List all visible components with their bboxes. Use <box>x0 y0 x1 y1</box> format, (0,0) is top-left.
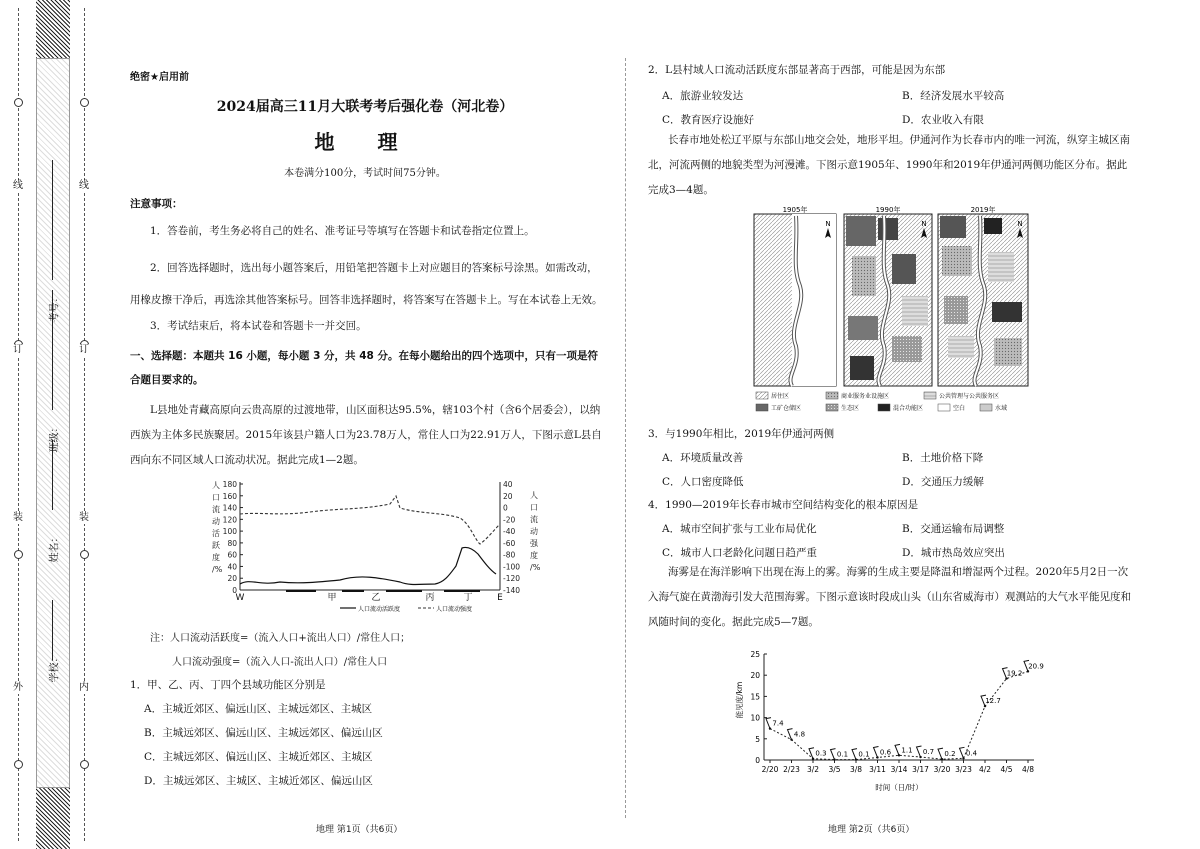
visibility-value-label: 19.2 <box>1006 669 1023 678</box>
industrial-block <box>878 218 898 240</box>
binding-circle <box>14 550 23 559</box>
population-flow-chart <box>200 474 560 614</box>
legend-swatch-public <box>924 392 936 399</box>
x-tick-label: 4/8 <box>1021 765 1035 774</box>
visibility-value-label: 20.9 <box>1028 662 1044 671</box>
question-2-option-d[interactable]: D．农业收入有限 <box>902 114 984 126</box>
legend-swatch-blank <box>938 404 950 411</box>
subject-title: 地 理 <box>314 130 416 154</box>
right-tick-label: 40 <box>503 480 513 489</box>
legend-label: 生态区 <box>841 405 860 412</box>
wind-barb <box>874 746 879 757</box>
class-field-label: 班级： <box>49 422 61 453</box>
x-label: 丁 <box>463 593 473 603</box>
left-axis-label-char: 动 <box>212 517 220 526</box>
wind-barb <box>809 748 814 759</box>
right-tick-label: -40 <box>503 527 516 537</box>
ecology-block <box>944 296 968 324</box>
exam-no-field-label: 考号： <box>49 292 61 323</box>
column-divider <box>625 58 626 818</box>
x-tick-label: 2/20 <box>761 765 779 774</box>
left-tick-label: 0 <box>232 586 237 595</box>
right-axis-label-char: 度 <box>530 551 538 560</box>
question-1-option-b[interactable]: B．主城远郊区、偏远山区、主城远郊区、偏远山区 <box>144 727 383 739</box>
legend-label: 工矿仓储区 <box>771 405 802 412</box>
question-3-option-b[interactable]: B．土地价格下降 <box>902 452 984 464</box>
question-3-stem: 3．与1990年相比，2019年伊通河两侧 <box>648 428 835 440</box>
visibility-value-label: 0.2 <box>944 750 956 759</box>
binding-margin <box>0 0 100 849</box>
wind-barb <box>831 749 836 760</box>
wind-barb <box>852 749 857 760</box>
binding-word-inner: 装 <box>79 512 89 523</box>
legend-label: 商业服务业设施区 <box>841 393 890 400</box>
school-field-line <box>52 600 53 660</box>
left-axis-label-char: 度 <box>212 553 220 562</box>
binding-word-outer: 装 <box>13 512 23 523</box>
legend-swatch-mixed <box>878 404 890 411</box>
visibility-value-label: 0.3 <box>815 749 827 758</box>
left-axis-label-char: 流 <box>212 505 220 514</box>
binding-word-inner: 订 <box>79 344 89 355</box>
binding-word-inner: 内 <box>79 682 89 693</box>
binding-circle <box>14 760 23 769</box>
x-tick-label: 3/23 <box>955 765 972 774</box>
chart-note-1: 注：人口流动活跃度=（流入人口+流出人口）/常住人口； <box>150 633 411 644</box>
right-tick-label: 0 <box>503 503 508 513</box>
binding-hatch-top <box>36 0 70 58</box>
exam-no-field-line <box>52 160 53 280</box>
x-label: W <box>235 593 245 603</box>
public-block <box>948 336 974 358</box>
name-field-label: 姓名： <box>49 532 61 563</box>
x-tick-label: 3/8 <box>849 765 863 774</box>
question-1-option-c[interactable]: C．主城远郊区、偏远山区、主城近郊区、主城区 <box>144 751 373 763</box>
flow-activity-series <box>240 547 496 584</box>
legend-activity-label: 人口流动活跃度 <box>358 606 401 613</box>
right-tick-label: -140 <box>503 586 521 595</box>
x-tick-label: 2/23 <box>783 765 800 774</box>
notice-item-2: 2．回答选择题时，选出每小题答案后，用铅笔把答题卡上对应题目的答案标号涂黑。如需改动，用橡皮擦干净后，再选涂其他答案标号。回答非选择题时，将答案写在答题卡上。写在本试卷上无效。 <box>130 262 603 306</box>
industrial-block <box>892 254 916 284</box>
map-2019 <box>938 206 1028 386</box>
map-1905 <box>754 206 836 386</box>
flow-intensity-series <box>240 496 500 544</box>
commercial-block <box>852 256 876 296</box>
x-tick-label: 3/20 <box>933 765 951 774</box>
left-axis-label-char: 活 <box>212 529 220 538</box>
page-footer-right: 地理 第2页（共6页） <box>828 825 915 835</box>
binding-word-outer: 外 <box>13 682 23 693</box>
left-tick-label: 180 <box>222 480 237 489</box>
notice-item-3: 3．考试结束后，将本试卷和答题卡一并交回。 <box>150 320 367 332</box>
question-2-option-c[interactable]: C．教育医疗设施好 <box>662 114 755 126</box>
y-axis-label: 能见度/km <box>735 681 744 719</box>
y-tick-label: 15 <box>750 692 760 702</box>
legend-label: 空白 <box>953 405 966 412</box>
zone-bar <box>342 590 364 592</box>
y-tick-label: 20 <box>750 671 760 681</box>
ecology-block <box>892 336 922 362</box>
right-column <box>640 0 1140 849</box>
x-tick-label: 3/5 <box>828 765 841 774</box>
left-axis-label-char: 口 <box>212 493 220 502</box>
passage-2: 长春市地处松辽平原与东部山地交会处，地形平坦。伊通河作为长春市内的唯一河流，纵穿主城区南北，河流两侧的地貌类型为河漫滩。下图示意1905年、1990年和2019年伊通河两侧功能区分布。据此完成3—4题。 <box>648 134 1130 196</box>
binding-dash-line-inner <box>84 8 85 841</box>
chart-note-2: 人口流动强度=（流入人口-流出人口）/常住人口 <box>172 657 388 668</box>
legend-intensity-label: 人口流动强度 <box>436 606 473 613</box>
left-tick-label: 140 <box>222 503 237 513</box>
left-tick-label: 60 <box>227 550 237 560</box>
left-tick-label: 100 <box>222 527 237 537</box>
zone-bar <box>286 590 316 592</box>
x-label: 乙 <box>371 593 381 603</box>
question-3-option-d[interactable]: D．交通压力缓解 <box>902 476 984 488</box>
zone-bar <box>444 590 480 592</box>
binding-word-inner: 线 <box>79 180 89 191</box>
score-info: 本卷满分100分，考试时间75分钟。 <box>284 168 446 179</box>
x-tick-label: 4/2 <box>978 765 992 774</box>
x-tick-label: 4/5 <box>1000 765 1013 774</box>
exam-title: 2024届高三11月大联考考后强化卷（河北卷） <box>216 99 514 115</box>
question-2-option-a[interactable]: A．旅游业较发达 <box>662 90 744 102</box>
section-heading: 一、选择题：本题共 16 小题，每小题 3 分，共 48 分。在每小题给出的四个选项中，只有一项是符合题目要求的。 <box>130 350 598 386</box>
visibility-value-label: 4.8 <box>793 730 806 739</box>
right-tick-label: -60 <box>503 538 516 548</box>
x-tick-label: 3/11 <box>869 765 886 774</box>
left-axis-label-char: 人 <box>212 481 220 490</box>
commercial-block <box>994 338 1022 366</box>
legend-label: 公共管理与公共服务区 <box>939 393 1000 400</box>
wind-barb <box>895 744 900 755</box>
right-axis-label-char: 口 <box>530 503 538 512</box>
right-axis-label-char: 流 <box>530 515 538 524</box>
y-tick-label: 5 <box>755 734 760 744</box>
industrial-block <box>848 316 878 340</box>
right-tick-label: -120 <box>503 574 521 584</box>
visibility-chart <box>720 640 1050 795</box>
left-tick-label: 20 <box>227 574 237 584</box>
right-axis-label-char: /% <box>530 563 541 572</box>
left-axis-label-char: 跃 <box>212 541 220 550</box>
question-3-option-c[interactable]: C．人口密度降低 <box>662 476 744 488</box>
x-label: 甲 <box>327 593 337 603</box>
x-tick-label: 3/2 <box>806 765 820 774</box>
visibility-series-line <box>770 671 1028 759</box>
wind-barb <box>917 746 922 757</box>
zone-bar <box>386 590 422 592</box>
visibility-value-label: 12.7 <box>985 697 1001 706</box>
right-tick-label: -80 <box>503 550 516 560</box>
right-tick-label: 20 <box>503 491 513 501</box>
binding-dash-line-outer <box>18 8 19 841</box>
question-4-option-b[interactable]: B．交通运输布局调整 <box>902 523 1005 535</box>
mixed-block <box>992 302 1022 322</box>
visibility-value-label: 0.4 <box>965 749 978 758</box>
right-axis-label-char: 人 <box>530 491 538 500</box>
left-tick-label: 120 <box>222 515 237 525</box>
legend-label: 居住区 <box>771 393 790 400</box>
y-tick-label: 25 <box>750 650 760 659</box>
question-2-stem: 2．L县村域人口流动活跃度东部显著高于西部，可能是因为东部 <box>648 64 946 76</box>
mixed-block <box>984 218 1002 234</box>
binding-circle <box>80 760 89 769</box>
x-label: E <box>497 593 503 603</box>
legend-swatch-industrial <box>756 404 768 411</box>
x-axis-label: 时间（日/时） <box>875 783 923 792</box>
legend-label: 水域 <box>995 405 1008 412</box>
question-4-option-d[interactable]: D．城市热岛效应突出 <box>902 547 1005 559</box>
industrial-block <box>846 216 876 246</box>
legend-swatch-water <box>980 404 992 411</box>
land-use-maps <box>752 206 1032 416</box>
map-year-label: 2019年 <box>970 206 996 214</box>
right-axis-label-char: 动 <box>530 527 538 536</box>
question-4-option-c[interactable]: C．城市人口老龄化问题日趋严重 <box>662 547 818 559</box>
question-4-stem: 4．1990—2019年长春市城市空间结构变化的根本原因是 <box>648 499 919 511</box>
confidential-mark: 绝密★启用前 <box>130 72 189 83</box>
y-tick-label: 10 <box>750 713 760 723</box>
wind-barb <box>938 748 943 759</box>
question-2-option-b[interactable]: B．经济发展水平较高 <box>902 90 1005 102</box>
binding-circle <box>80 550 89 559</box>
map-1990 <box>844 206 932 386</box>
visibility-value-label: 0.6 <box>879 748 892 757</box>
question-1-option-a[interactable]: A．主城近郊区、偏远山区、主城远郊区、主城区 <box>144 703 373 715</box>
binding-circle <box>80 98 89 107</box>
visibility-value-label: 7.4 <box>772 719 784 728</box>
x-tick-label: 3/14 <box>890 765 908 774</box>
passage-3: 海雾是在海洋影响下出现在海上的雾。海雾的生成主要是降温和增湿两个过程。2020年5月2日一次入海气旋在黄渤海引发大范围海雾。下图示意该时段成山头（山东省威海市）观测站的大气水平能见度和风随时间的变化。据此完成5—7题。 <box>648 566 1131 628</box>
y-tick-label: 0 <box>755 756 760 765</box>
left-axis-label-char: /% <box>212 565 223 574</box>
north-arrow: N <box>921 220 927 228</box>
visibility-value-label: 0.1 <box>836 750 849 759</box>
x-label: 丙 <box>425 593 435 603</box>
visibility-value-label: 0.1 <box>858 750 870 759</box>
legend-swatch-commercial <box>826 392 838 399</box>
question-1-stem: 1．甲、乙、丙、丁四个县域功能区分别是 <box>130 679 326 691</box>
visibility-value-label: 1.1 <box>901 746 913 755</box>
binding-circle <box>14 98 23 107</box>
left-tick-label: 40 <box>227 562 237 572</box>
visibility-value-label: 0.7 <box>922 748 935 757</box>
passage-1: L县地处青藏高原向云贵高原的过渡地带，山区面积达95.5%，辖103个村（含6个居委会），以纳西族为主体多民族聚居。2015年该县户籍人口为23.78万人，常住人口为22.91万人，下图示意L县自西向东不同区域人口流动状况。据此完成1—2题。 <box>130 404 602 466</box>
public-block <box>902 296 928 326</box>
binding-word-outer: 订 <box>13 344 23 355</box>
left-column <box>120 0 610 849</box>
page-footer-left: 地理 第1页（共6页） <box>316 825 403 835</box>
notice-item-1: 1．答卷前，考生务必将自己的姓名、准考证号等填写在答题卡和试卷指定位置上。 <box>150 225 535 237</box>
industrial-block <box>940 216 966 238</box>
question-4-option-a[interactable]: A．城市空间扩张与工业布局优化 <box>662 523 817 535</box>
legend-swatch-ecology <box>826 404 838 411</box>
map-year-label: 1990年 <box>875 206 901 214</box>
commercial-block <box>942 246 972 276</box>
mixed-block <box>850 356 874 380</box>
question-3-option-a[interactable]: A．环境质量改善 <box>662 452 744 464</box>
left-tick-label: 160 <box>222 491 237 501</box>
x-tick-label: 3/17 <box>912 765 929 774</box>
map-year-label: 1905年 <box>782 206 808 214</box>
legend-swatch-residential <box>756 392 768 399</box>
legend-label: 混合功能区 <box>893 405 924 412</box>
right-tick-label: -20 <box>503 515 516 525</box>
map-legend <box>756 392 1007 412</box>
notice-heading: 注意事项： <box>130 198 183 210</box>
blank-area <box>792 214 836 386</box>
right-axis-label-char: 强 <box>530 539 538 548</box>
school-field-label: 学校： <box>49 652 61 683</box>
question-1-option-d[interactable]: D．主城远郊区、主城区、主城近郊区、偏远山区 <box>144 775 373 787</box>
right-tick-label: -100 <box>503 562 521 572</box>
left-tick-label: 80 <box>227 538 237 548</box>
binding-word-outer: 线 <box>13 180 23 191</box>
north-arrow: N <box>825 220 831 228</box>
binding-hatch-bottom <box>36 788 70 849</box>
public-block <box>988 252 1014 282</box>
wind-barb <box>766 718 771 729</box>
north-arrow: N <box>1017 220 1023 228</box>
